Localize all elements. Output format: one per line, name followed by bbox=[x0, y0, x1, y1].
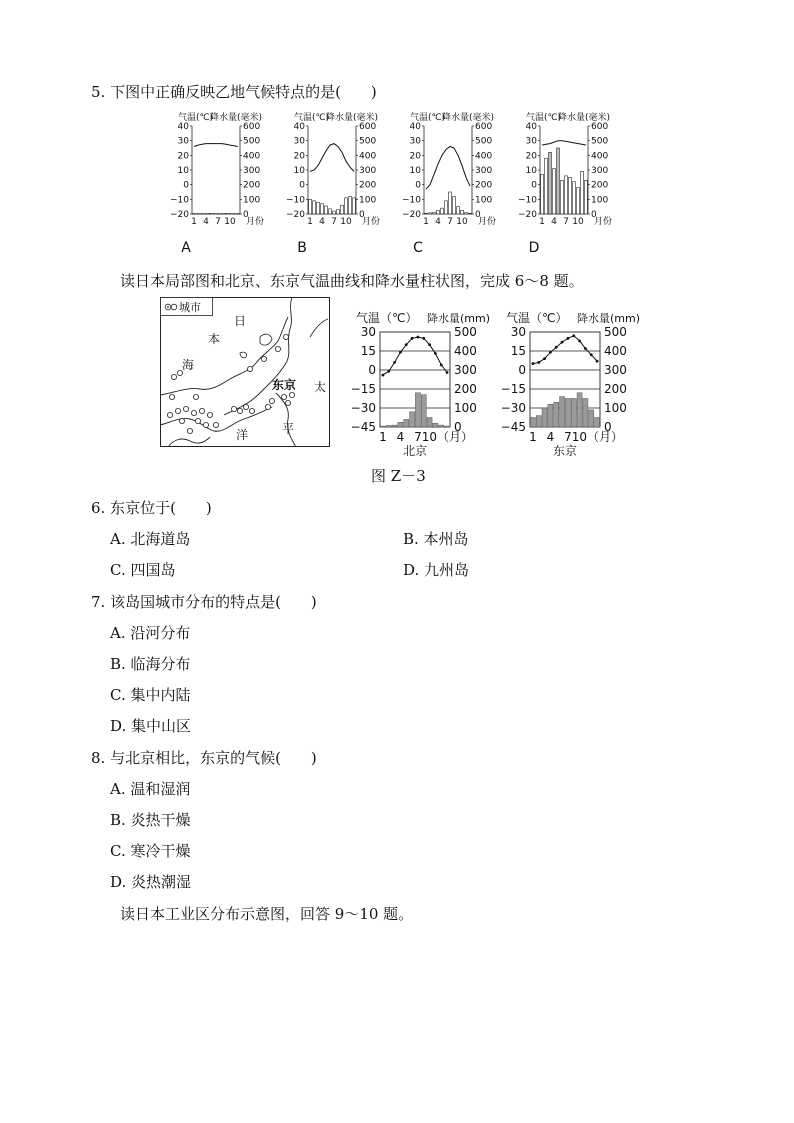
precip-tick-label: 100 bbox=[243, 195, 261, 206]
precip-bar bbox=[554, 402, 559, 427]
precip-tick-label: 300 bbox=[604, 363, 627, 377]
intro-6-8: 读日本局部图和北京、东京气温曲线和降水量柱状图，完成 6～8 题。 bbox=[120, 272, 584, 290]
precip-tick-label: 300 bbox=[359, 166, 377, 176]
temperature-curve bbox=[533, 336, 597, 364]
precip-tick-label: 200 bbox=[475, 180, 493, 191]
temperature-point bbox=[537, 361, 540, 364]
q7-option-b[interactable]: B. 临海分布 bbox=[110, 655, 191, 673]
tokyo-label: 东京 bbox=[552, 444, 578, 458]
month-tick-label: 10 bbox=[456, 217, 468, 227]
temperature-point bbox=[446, 371, 449, 374]
temp-tick-label: 20 bbox=[293, 151, 305, 162]
plot-frame bbox=[380, 332, 450, 427]
temperature-point bbox=[596, 360, 599, 363]
temp-tick-label: 0 bbox=[368, 363, 376, 377]
temp-tick-label: 30 bbox=[510, 325, 526, 339]
precip-bar bbox=[439, 425, 444, 427]
temp-tick-label: 30 bbox=[177, 136, 189, 147]
precip-tick-label: 500 bbox=[243, 136, 261, 147]
panel-label-B: B bbox=[297, 240, 307, 256]
month-tick-label: 4 bbox=[435, 217, 441, 227]
q8-option-d[interactable]: D. 炎热潮湿 bbox=[110, 873, 192, 891]
tokyo-climate-chart bbox=[501, 310, 640, 458]
temp-tick-label: 10 bbox=[177, 166, 189, 176]
temp-tick-label: 20 bbox=[177, 151, 189, 162]
map-label-tai: 太 bbox=[314, 380, 327, 394]
month-tick-label: 7 bbox=[564, 430, 572, 444]
precip-bar bbox=[548, 404, 553, 427]
precip-tick-label: 0 bbox=[454, 420, 462, 434]
temp-tick-label: 15 bbox=[360, 344, 376, 358]
q7-option-c[interactable]: C. 集中内陆 bbox=[110, 686, 191, 704]
precip-tick-label: 500 bbox=[454, 325, 477, 339]
temp-tick-label: 0 bbox=[415, 180, 421, 191]
precip-tick-label: 100 bbox=[454, 401, 477, 415]
map-label-tokyo: 东京 bbox=[272, 378, 297, 392]
q6-option-b[interactable]: B. 本州岛 bbox=[403, 530, 469, 548]
temp-tick-label: −30 bbox=[500, 401, 526, 415]
map-label-ping: 平 bbox=[282, 422, 295, 436]
axis-left-title: 气温(℃) bbox=[178, 113, 214, 123]
month-tick-label: 1 bbox=[307, 217, 313, 227]
temperature-point bbox=[555, 346, 558, 349]
panel-label-C: C bbox=[413, 240, 423, 256]
precip-bar bbox=[536, 416, 541, 427]
precip-tick-label: 100 bbox=[591, 195, 609, 206]
month-axis-label: 月份 bbox=[362, 217, 381, 227]
beijing-climate-chart bbox=[351, 310, 490, 458]
temperature-point bbox=[422, 337, 425, 340]
precip-bar bbox=[404, 419, 409, 427]
precip-bar bbox=[542, 408, 547, 427]
precip-bar bbox=[589, 410, 594, 427]
precip-bar bbox=[583, 399, 588, 428]
precip-tick-label: 0 bbox=[591, 210, 597, 220]
month-axis-label: 月份 bbox=[594, 217, 613, 227]
temperature-point bbox=[567, 337, 570, 340]
month-tick-label: 7 bbox=[447, 217, 453, 227]
month-tick-label: 4 bbox=[203, 217, 209, 227]
temp-tick-label: −10 bbox=[402, 195, 421, 206]
temperature-point bbox=[393, 361, 396, 364]
temperature-point bbox=[411, 337, 414, 340]
temp-tick-label: −10 bbox=[518, 195, 537, 206]
temperature-point bbox=[382, 374, 385, 377]
temp-tick-label: −30 bbox=[350, 401, 376, 415]
month-tick-label: 1 bbox=[529, 430, 537, 444]
temp-tick-label: 30 bbox=[525, 136, 537, 147]
month-tick-label: 1 bbox=[191, 217, 197, 227]
precip-tick-label: 200 bbox=[454, 382, 477, 396]
month-tick-label: 10 bbox=[224, 217, 236, 227]
q6-option-a[interactable]: A. 北海道岛 bbox=[110, 530, 191, 548]
precip-bar bbox=[392, 425, 397, 427]
temperature-point bbox=[572, 334, 575, 337]
precip-tick-label: 200 bbox=[243, 180, 261, 191]
month-tick-label: 1 bbox=[379, 430, 387, 444]
precip-bar bbox=[415, 393, 420, 427]
temperature-point bbox=[584, 347, 587, 350]
axis-right-title: 降水量(毫米) bbox=[441, 113, 494, 123]
month-tick-label: 10（月） bbox=[421, 430, 474, 444]
temp-tick-label: 15 bbox=[510, 344, 526, 358]
q8-option-a[interactable]: A. 温和湿润 bbox=[110, 780, 191, 798]
precip-bar bbox=[560, 397, 565, 427]
temperature-point bbox=[405, 343, 408, 346]
precip-tick-label: 400 bbox=[475, 151, 493, 162]
precip-bar bbox=[398, 422, 403, 427]
precip-tick-label: 300 bbox=[475, 166, 493, 176]
axis-right-title: 降水量(毫米) bbox=[209, 113, 262, 123]
precip-bar bbox=[577, 393, 582, 427]
beijing-label: 北京 bbox=[402, 444, 428, 458]
precip-tick-label: 0 bbox=[604, 420, 612, 434]
precip-tick-label: 500 bbox=[591, 136, 609, 147]
temp-tick-label: 40 bbox=[293, 122, 305, 132]
month-tick-label: 7 bbox=[331, 217, 337, 227]
map-label-yang: 洋 bbox=[236, 428, 249, 442]
panel-label-A: A bbox=[181, 240, 191, 256]
temp-tick-label: 30 bbox=[409, 136, 421, 147]
month-tick-label: 10 bbox=[340, 217, 352, 227]
precip-bar bbox=[410, 412, 415, 427]
precip-bar bbox=[565, 399, 570, 428]
q6-option-d[interactable]: D. 九州岛 bbox=[403, 561, 470, 579]
precip-tick-label: 600 bbox=[359, 122, 377, 132]
precip-tick-label: 500 bbox=[604, 325, 627, 339]
temp-tick-label: 0 bbox=[183, 180, 189, 191]
q8-stem: 8. 与北京相比，东京的气候( ) bbox=[91, 749, 317, 767]
precip-tick-label: 0 bbox=[243, 210, 249, 220]
precip-tick-label: 200 bbox=[591, 180, 609, 191]
month-axis-label: 月份 bbox=[246, 217, 265, 227]
intro-9-10: 读日本工业区分布示意图，回答 9～10 题。 bbox=[120, 905, 414, 923]
temp-tick-label: 10 bbox=[293, 166, 305, 176]
axis-left-title: 气温（℃） bbox=[356, 311, 418, 325]
figure-caption: 图 Z－3 bbox=[371, 467, 426, 485]
temp-tick-label: 0 bbox=[531, 180, 537, 191]
map-label-hai: 海 bbox=[182, 358, 195, 372]
precip-tick-label: 0 bbox=[359, 210, 365, 220]
temp-tick-label: 0 bbox=[299, 180, 305, 191]
temp-tick-label: 10 bbox=[409, 166, 421, 176]
temperature-curve bbox=[383, 337, 447, 375]
precip-tick-label: 400 bbox=[359, 151, 377, 162]
precip-tick-label: 400 bbox=[604, 344, 627, 358]
temp-tick-label: 10 bbox=[525, 166, 537, 176]
axis-right-title: 降水量(mm) bbox=[576, 312, 640, 325]
temp-tick-label: −20 bbox=[402, 210, 421, 220]
q8-option-c[interactable]: C. 寒冷干燥 bbox=[110, 842, 191, 860]
axis-left-title: 气温(℃) bbox=[526, 113, 562, 123]
temp-tick-label: 30 bbox=[360, 325, 376, 339]
panel-label-D: D bbox=[528, 240, 540, 256]
q8-option-b[interactable]: B. 炎热干燥 bbox=[110, 811, 191, 829]
temperature-point bbox=[428, 343, 431, 346]
precip-tick-label: 200 bbox=[604, 382, 627, 396]
temp-tick-label: −10 bbox=[170, 195, 189, 206]
precip-tick-label: 600 bbox=[475, 122, 493, 132]
precip-tick-label: 100 bbox=[604, 401, 627, 415]
precip-tick-label: 500 bbox=[475, 136, 493, 147]
precip-tick-label: 600 bbox=[243, 122, 261, 132]
temp-tick-label: −15 bbox=[500, 382, 526, 396]
month-tick-label: 1 bbox=[423, 217, 429, 227]
temp-tick-label: 30 bbox=[293, 136, 305, 147]
temp-tick-label: −45 bbox=[350, 420, 376, 434]
precip-bar bbox=[433, 423, 438, 427]
month-tick-label: 4 bbox=[396, 430, 405, 444]
temperature-point bbox=[417, 336, 420, 339]
month-tick-label: 7 bbox=[215, 217, 221, 227]
precip-tick-label: 200 bbox=[359, 180, 377, 191]
temp-tick-label: 40 bbox=[409, 122, 421, 132]
temp-tick-label: −15 bbox=[350, 382, 376, 396]
precip-bar bbox=[445, 426, 450, 427]
axis-left-title: 气温（℃） bbox=[506, 311, 568, 325]
q6-stem: 6. 东京位于( ) bbox=[91, 499, 212, 517]
precip-bar bbox=[530, 418, 535, 428]
temp-tick-label: 0 bbox=[518, 363, 526, 377]
temperature-point bbox=[387, 370, 390, 373]
q5-stem: 5. 下图中正确反映乙地气候特点的是( ) bbox=[91, 83, 377, 101]
temperature-point bbox=[434, 352, 437, 355]
temp-tick-label: −10 bbox=[286, 195, 305, 206]
temp-tick-label: 40 bbox=[525, 122, 537, 132]
temperature-point bbox=[532, 362, 535, 365]
axis-left-title: 气温(℃) bbox=[410, 113, 446, 123]
month-tick-label: 7 bbox=[563, 217, 569, 227]
precip-tick-label: 100 bbox=[475, 195, 493, 206]
axis-right-title: 降水量(mm) bbox=[426, 312, 490, 325]
month-tick-label: 4 bbox=[551, 217, 557, 227]
month-tick-label: 10 bbox=[572, 217, 584, 227]
precip-tick-label: 300 bbox=[243, 166, 261, 176]
precip-bar bbox=[595, 418, 600, 428]
temp-tick-label: −20 bbox=[170, 210, 189, 220]
temp-tick-label: 20 bbox=[409, 151, 421, 162]
precip-bar bbox=[421, 395, 426, 427]
precip-bar bbox=[427, 418, 432, 428]
month-tick-label: 10（月） bbox=[571, 430, 624, 444]
temperature-point bbox=[549, 351, 552, 354]
precip-tick-label: 300 bbox=[591, 166, 609, 176]
axis-right-title: 降水量(毫米) bbox=[557, 113, 610, 123]
precip-tick-label: 400 bbox=[454, 344, 477, 358]
temperature-point bbox=[561, 341, 564, 344]
month-tick-label: 4 bbox=[319, 217, 325, 227]
temp-tick-label: 20 bbox=[525, 151, 537, 162]
q7-option-d[interactable]: D. 集中山区 bbox=[110, 717, 192, 735]
beijing-tokyo-climate-charts bbox=[0, 0, 794, 470]
temperature-point bbox=[440, 364, 443, 367]
q7-option-a[interactable]: A. 沿河分布 bbox=[110, 624, 191, 642]
precip-bar bbox=[386, 425, 391, 427]
month-tick-label: 7 bbox=[414, 430, 422, 444]
temperature-point bbox=[399, 351, 402, 354]
map-legend-label: 城市 bbox=[179, 301, 201, 314]
temperature-point bbox=[543, 357, 546, 360]
temp-tick-label: −45 bbox=[500, 420, 526, 434]
precip-tick-label: 100 bbox=[359, 195, 377, 206]
temp-tick-label: −20 bbox=[286, 210, 305, 220]
temperature-point bbox=[578, 339, 581, 342]
precip-bar bbox=[571, 399, 576, 428]
month-axis-label: 月份 bbox=[478, 217, 497, 227]
temperature-point bbox=[590, 353, 593, 356]
precip-tick-label: 400 bbox=[591, 151, 609, 162]
map-label-ben: 本 bbox=[208, 332, 221, 346]
month-tick-label: 1 bbox=[539, 217, 545, 227]
map-label-ri: 日 bbox=[234, 314, 247, 328]
q7-stem: 7. 该岛国城市分布的特点是( ) bbox=[91, 593, 317, 611]
precip-bar bbox=[380, 426, 385, 427]
precip-tick-label: 600 bbox=[591, 122, 609, 132]
precip-tick-label: 300 bbox=[454, 363, 477, 377]
precip-tick-label: 0 bbox=[475, 210, 481, 220]
q6-option-c[interactable]: C. 四国岛 bbox=[110, 561, 176, 579]
precip-tick-label: 400 bbox=[243, 151, 261, 162]
precip-tick-label: 500 bbox=[359, 136, 377, 147]
axis-right-title: 降水量(毫米) bbox=[325, 113, 378, 123]
temp-tick-label: −20 bbox=[518, 210, 537, 220]
axis-left-title: 气温(℃) bbox=[294, 113, 330, 123]
month-tick-label: 4 bbox=[546, 430, 555, 444]
temp-tick-label: 40 bbox=[177, 122, 189, 132]
